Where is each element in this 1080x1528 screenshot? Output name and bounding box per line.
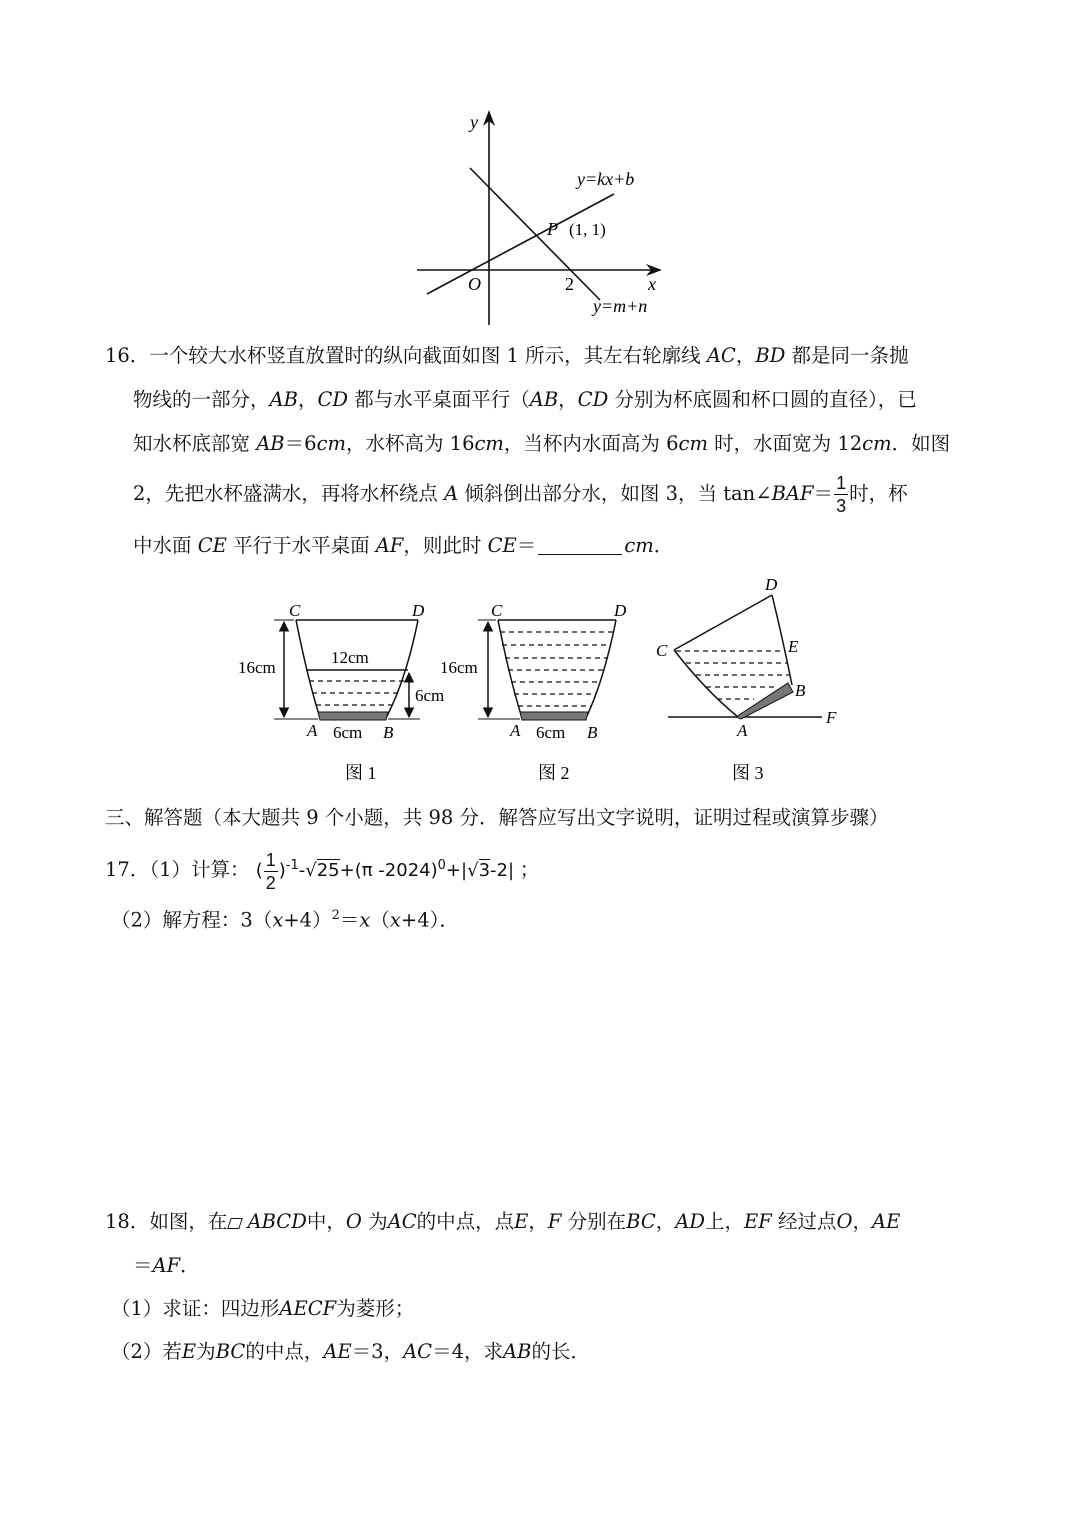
point-p-coords: (1, 1): [569, 220, 606, 239]
fig2-label-d: D: [614, 601, 627, 620]
line-kx-b: [427, 194, 614, 294]
sqrt-symbol-2: √: [467, 860, 479, 881]
line1-label: y=kx+b: [577, 169, 635, 189]
q18-line-4: （2）若E为BC的中点，AE＝3，AC＝4，求AB的长．: [111, 1340, 590, 1363]
fig1-label-c: C: [289, 601, 301, 620]
q17-part1: 17．（1）计算： ( $\frac{1}{2}$ )$^{-1}$-√25+(π -2024)$^0$+|√3-2| ；: [105, 849, 540, 893]
q18-line-3: （1）求证：四边形AECF为菱形；: [111, 1297, 415, 1320]
fig2-label-a: A: [510, 721, 521, 740]
fig3-label-c: C: [656, 641, 668, 660]
fig1-height: 16cm: [238, 658, 276, 677]
q18-line-2: ＝AF．: [133, 1254, 200, 1277]
q18-line-1: 18．如图，在 ABCD中，O 为AC的中点，点E，F 分别在BC，AD上，EF 经过点O，AE: [105, 1210, 901, 1233]
fig2-height: 16cm: [440, 658, 478, 677]
sqrt-symbol: √: [305, 860, 317, 881]
parallelogram-symbol: [228, 1218, 244, 1229]
fig3-label-d: D: [765, 575, 778, 594]
q16-line-2: 物线的一部分，AB，CD 都与水平桌面平行（AB，CD 分别为杯底圆和杯口圆的直径），已: [133, 388, 917, 411]
x-axis-label: x: [648, 274, 656, 294]
fig1-caption: 图 1: [345, 763, 377, 783]
fig2-label-b: B: [587, 723, 598, 742]
cup-figures: [230, 570, 850, 790]
q16-line-3: 知水杯底部宽 AB＝6cm，水杯高为 16cm，当杯内水面高为 6cm 时，水面宽为 12cm．如图: [133, 432, 951, 455]
cup-figure-2: [478, 620, 616, 719]
line2-label: y=m+n: [593, 296, 648, 316]
fig1-label-a: A: [307, 721, 318, 740]
fig2-caption: 图 2: [538, 763, 570, 783]
fig1-label-d: D: [412, 601, 425, 620]
fig3-label-a: A: [737, 721, 748, 740]
coordinate-figure: [405, 105, 685, 330]
q17-number: 17．: [105, 858, 150, 881]
fig1-water-width: 12cm: [331, 648, 369, 667]
cup-figure-1: [274, 620, 420, 719]
origin-label: O: [468, 274, 481, 294]
point-p-label: P: [547, 219, 558, 239]
q17-part2: （2）解方程：$3(x+4)^2=x(x+4)$．: [111, 908, 459, 932]
q17-expression: ( $\frac{1}{2}$ )$^{-1}$-√25+(π -2024)$^0$+|√3-2|: [255, 849, 515, 893]
answer-blank[interactable]: [538, 553, 622, 555]
fig3-caption: 图 3: [732, 763, 764, 783]
fig3-label-b: B: [795, 681, 806, 700]
q16-line-1: 16．一个较大水杯竖直放置时的纵向截面如图 1 所示，其左右轮廓线 AC，BD 都是同一条抛: [105, 344, 909, 367]
y-axis-label: y: [470, 112, 478, 132]
q16-number: 16．: [105, 344, 150, 367]
tick-2-label: 2: [565, 274, 574, 294]
fig1-bottom: 6cm: [333, 723, 363, 742]
fig1-label-b: B: [383, 723, 394, 742]
fraction-one-third: $\frac{1}{3}$: [836, 473, 847, 516]
fig2-label-c: C: [491, 601, 503, 620]
fig1-water-height: 6cm: [415, 686, 445, 705]
q16-line-5: 中水面 CE 平行于水平桌面 AF，则此时 CE＝ cm．: [133, 534, 674, 557]
section3-title: 三、解答题（本大题共 9 个小题，共 98 分．解答应写出文字说明，证明过程或演算步骤）: [105, 806, 889, 829]
q16-line-4: 2，先把水杯盛满水，再将水杯绕点 A 倾斜倒出部分水，如图 3，当 tan∠BAF＝ $\frac{1}{3}$ 时，杯: [133, 473, 908, 516]
fig3-label-e: E: [788, 637, 799, 656]
fig3-label-f: F: [826, 708, 837, 727]
fig2-bottom: 6cm: [536, 723, 566, 742]
